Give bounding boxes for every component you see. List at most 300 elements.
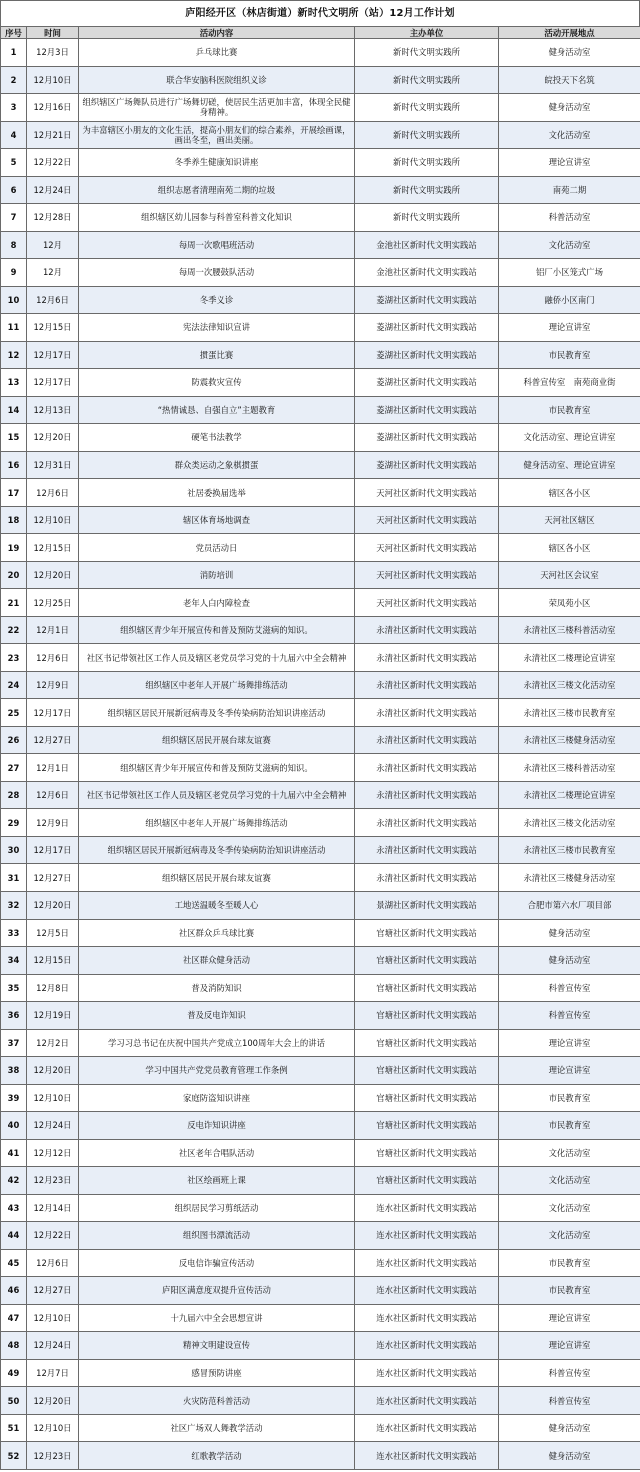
cell-activity: 反电信诈骗宣传活动 bbox=[79, 1249, 355, 1277]
table-row bbox=[1, 341, 640, 369]
cell-location: 健身活动室 bbox=[499, 947, 640, 975]
cell-seq: 1 bbox=[1, 39, 27, 67]
cell-organizer: 菱湖社区新时代文明实践站 bbox=[355, 314, 499, 342]
table-row bbox=[1, 809, 640, 837]
cell-seq: 46 bbox=[1, 1277, 27, 1305]
cell-organizer: 官塘社区新时代文明实践站 bbox=[355, 1084, 499, 1112]
cell-time: 12月17日 bbox=[27, 341, 79, 369]
cell-seq: 37 bbox=[1, 1029, 27, 1057]
cell-seq: 8 bbox=[1, 231, 27, 259]
table-row bbox=[1, 204, 640, 232]
cell-time: 12月21日 bbox=[27, 121, 79, 149]
cell-time: 12月17日 bbox=[27, 369, 79, 397]
cell-time: 12月10日 bbox=[27, 66, 79, 94]
cell-time: 12月10日 bbox=[27, 1304, 79, 1332]
cell-seq: 19 bbox=[1, 534, 27, 562]
cell-location: 健身活动室 bbox=[499, 919, 640, 947]
cell-organizer: 永清社区新时代文明实践站 bbox=[355, 864, 499, 892]
cell-location: 科普宣传室 bbox=[499, 974, 640, 1002]
table-row bbox=[1, 369, 640, 397]
table-row bbox=[1, 424, 640, 452]
cell-time: 12月27日 bbox=[27, 864, 79, 892]
cell-time: 12月12日 bbox=[27, 1139, 79, 1167]
cell-seq: 14 bbox=[1, 396, 27, 424]
table-row bbox=[1, 589, 640, 617]
cell-time: 12月8日 bbox=[27, 974, 79, 1002]
cell-seq: 43 bbox=[1, 1194, 27, 1222]
cell-time: 12月24日 bbox=[27, 176, 79, 204]
header-organizer: 主办单位 bbox=[355, 27, 499, 39]
cell-organizer: 官塘社区新时代文明实践站 bbox=[355, 1112, 499, 1140]
cell-location: 文化活动室 bbox=[499, 231, 640, 259]
cell-seq: 50 bbox=[1, 1387, 27, 1415]
cell-location: 科普宣传室 bbox=[499, 1387, 640, 1415]
cell-seq: 9 bbox=[1, 259, 27, 287]
cell-activity: 反电诈知识讲座 bbox=[79, 1112, 355, 1140]
cell-location: 融侨小区南门 bbox=[499, 286, 640, 314]
cell-activity: 普及反电诈知识 bbox=[79, 1002, 355, 1030]
cell-organizer: 连水社区新时代文明实践站 bbox=[355, 1222, 499, 1250]
cell-organizer: 永清社区新时代文明实践站 bbox=[355, 781, 499, 809]
header-location: 活动开展地点 bbox=[499, 27, 640, 39]
cell-location: 科普宣传室 bbox=[499, 1002, 640, 1030]
cell-location: 市民教育室 bbox=[499, 396, 640, 424]
cell-time: 12月9日 bbox=[27, 671, 79, 699]
table-row bbox=[1, 1442, 640, 1470]
table-row bbox=[1, 754, 640, 782]
table-row bbox=[1, 891, 640, 919]
cell-location: 理论宣讲室 bbox=[499, 314, 640, 342]
cell-activity: 学习中国共产党党员教育管理工作条例 bbox=[79, 1057, 355, 1085]
cell-location: 文化活动室 bbox=[499, 1167, 640, 1195]
cell-time: 12月2日 bbox=[27, 1029, 79, 1057]
cell-organizer: 菱湖社区新时代文明实践站 bbox=[355, 369, 499, 397]
cell-activity: 老年人白内障检查 bbox=[79, 589, 355, 617]
cell-time: 12月9日 bbox=[27, 809, 79, 837]
cell-seq: 32 bbox=[1, 891, 27, 919]
cell-seq: 26 bbox=[1, 726, 27, 754]
cell-location: 市民教育室 bbox=[499, 1112, 640, 1140]
cell-location: 文化活动室 bbox=[499, 1194, 640, 1222]
cell-location: 天河社区辖区 bbox=[499, 506, 640, 534]
table-row bbox=[1, 836, 640, 864]
cell-organizer: 菱湖社区新时代文明实践站 bbox=[355, 424, 499, 452]
cell-location: 永清社区三楼健身活动室 bbox=[499, 864, 640, 892]
cell-activity: 学习习总书记在庆祝中国共产党成立100周年大会上的讲话 bbox=[79, 1029, 355, 1057]
cell-activity: 组织辖区青少年开展宣传和普及预防艾滋病的知识。 bbox=[79, 616, 355, 644]
cell-organizer: 官塘社区新时代文明实践站 bbox=[355, 947, 499, 975]
table-row bbox=[1, 1139, 640, 1167]
cell-seq: 20 bbox=[1, 561, 27, 589]
cell-location: 合肥市第六水厂项目部 bbox=[499, 891, 640, 919]
cell-organizer: 官塘社区新时代文明实践站 bbox=[355, 1002, 499, 1030]
cell-activity: 组织辖区广场舞队员进行广场舞切磋，使居民生活更加丰富，体现全民健身精神。 bbox=[79, 94, 355, 122]
cell-seq: 25 bbox=[1, 699, 27, 727]
cell-seq: 36 bbox=[1, 1002, 27, 1030]
cell-time: 12月 bbox=[27, 231, 79, 259]
cell-organizer: 官塘社区新时代文明实践站 bbox=[355, 974, 499, 1002]
cell-location: 辖区各小区 bbox=[499, 479, 640, 507]
cell-seq: 31 bbox=[1, 864, 27, 892]
cell-seq: 24 bbox=[1, 671, 27, 699]
cell-organizer: 新时代文明实践所 bbox=[355, 94, 499, 122]
cell-seq: 13 bbox=[1, 369, 27, 397]
cell-organizer: 天河社区新时代文明实践站 bbox=[355, 479, 499, 507]
cell-activity: “热情诚恳、自强自立”主题教育 bbox=[79, 396, 355, 424]
cell-organizer: 永清社区新时代文明实践站 bbox=[355, 616, 499, 644]
table-row bbox=[1, 121, 640, 149]
cell-time: 12月1日 bbox=[27, 616, 79, 644]
cell-organizer: 菱湖社区新时代文明实践站 bbox=[355, 451, 499, 479]
cell-seq: 48 bbox=[1, 1332, 27, 1360]
cell-organizer: 永清社区新时代文明实践站 bbox=[355, 644, 499, 672]
cell-seq: 22 bbox=[1, 616, 27, 644]
cell-organizer: 连水社区新时代文明实践站 bbox=[355, 1249, 499, 1277]
cell-seq: 51 bbox=[1, 1414, 27, 1442]
cell-organizer: 官塘社区新时代文明实践站 bbox=[355, 1167, 499, 1195]
cell-organizer: 连水社区新时代文明实践站 bbox=[355, 1304, 499, 1332]
cell-time: 12月25日 bbox=[27, 589, 79, 617]
cell-seq: 17 bbox=[1, 479, 27, 507]
cell-activity: 庐阳区满意度双提升宣传活动 bbox=[79, 1277, 355, 1305]
cell-seq: 49 bbox=[1, 1359, 27, 1387]
cell-time: 12月6日 bbox=[27, 286, 79, 314]
cell-time: 12月27日 bbox=[27, 726, 79, 754]
cell-organizer: 金池社区新时代文明实践站 bbox=[355, 231, 499, 259]
cell-activity: 组织图书漂流活动 bbox=[79, 1222, 355, 1250]
cell-time: 12月10日 bbox=[27, 1084, 79, 1112]
cell-seq: 33 bbox=[1, 919, 27, 947]
cell-organizer: 连水社区新时代文明实践站 bbox=[355, 1387, 499, 1415]
cell-activity: 组织辖区居民开展新冠病毒及冬季传染病防治知识讲座活动 bbox=[79, 699, 355, 727]
work-plan-table bbox=[0, 26, 640, 1470]
cell-seq: 10 bbox=[1, 286, 27, 314]
cell-activity: 群众类运动之象棋掼蛋 bbox=[79, 451, 355, 479]
cell-activity: 乒乓球比赛 bbox=[79, 39, 355, 67]
cell-organizer: 连水社区新时代文明实践站 bbox=[355, 1332, 499, 1360]
cell-location: 天河社区会议室 bbox=[499, 561, 640, 589]
table-row bbox=[1, 947, 640, 975]
cell-time: 12月10日 bbox=[27, 1414, 79, 1442]
cell-organizer: 天河社区新时代文明实践站 bbox=[355, 506, 499, 534]
cell-activity: 组织辖区居民开展台球友谊赛 bbox=[79, 726, 355, 754]
cell-location: 永清社区三楼健身活动室 bbox=[499, 726, 640, 754]
cell-activity: 社区书记带领社区工作人员及辖区老党员学习党的十九届六中全会精神 bbox=[79, 781, 355, 809]
cell-activity: 社区绘画班上课 bbox=[79, 1167, 355, 1195]
table-row bbox=[1, 1084, 640, 1112]
table-row bbox=[1, 726, 640, 754]
cell-activity: 红歌教学活动 bbox=[79, 1442, 355, 1470]
cell-time: 12月20日 bbox=[27, 561, 79, 589]
table-row bbox=[1, 1332, 640, 1360]
cell-location: 永清社区二楼理论宣讲室 bbox=[499, 644, 640, 672]
cell-activity: 社区书记带领社区工作人员及辖区老党员学习党的十九届六中全会精神 bbox=[79, 644, 355, 672]
cell-seq: 7 bbox=[1, 204, 27, 232]
cell-seq: 29 bbox=[1, 809, 27, 837]
cell-activity: 冬季养生健康知识讲座 bbox=[79, 149, 355, 177]
cell-seq: 12 bbox=[1, 341, 27, 369]
cell-activity: 十九届六中全会思想宣讲 bbox=[79, 1304, 355, 1332]
cell-location: 文化活动室 bbox=[499, 1222, 640, 1250]
table-body bbox=[1, 39, 640, 1470]
cell-time: 12月19日 bbox=[27, 1002, 79, 1030]
table-row bbox=[1, 259, 640, 287]
cell-organizer: 永清社区新时代文明实践站 bbox=[355, 699, 499, 727]
table-row bbox=[1, 176, 640, 204]
cell-organizer: 永清社区新时代文明实践站 bbox=[355, 726, 499, 754]
cell-location: 文化活动室 bbox=[499, 1139, 640, 1167]
cell-activity: 党员活动日 bbox=[79, 534, 355, 562]
cell-location: 理论宣讲室 bbox=[499, 1304, 640, 1332]
cell-activity: 组织辖区青少年开展宣传和普及预防艾滋病的知识。 bbox=[79, 754, 355, 782]
cell-activity: 家庭防盗知识讲座 bbox=[79, 1084, 355, 1112]
cell-location: 健身活动室 bbox=[499, 39, 640, 67]
cell-seq: 39 bbox=[1, 1084, 27, 1112]
cell-organizer: 连水社区新时代文明实践站 bbox=[355, 1442, 499, 1470]
table-row bbox=[1, 1057, 640, 1085]
cell-organizer: 天河社区新时代文明实践站 bbox=[355, 561, 499, 589]
cell-time: 12月27日 bbox=[27, 1277, 79, 1305]
cell-time: 12月14日 bbox=[27, 1194, 79, 1222]
cell-location: 文化活动室 bbox=[499, 121, 640, 149]
cell-location: 永清社区二楼理论宣讲室 bbox=[499, 781, 640, 809]
cell-activity: 感冒预防讲座 bbox=[79, 1359, 355, 1387]
cell-seq: 6 bbox=[1, 176, 27, 204]
table-row bbox=[1, 39, 640, 67]
cell-seq: 45 bbox=[1, 1249, 27, 1277]
cell-organizer: 连水社区新时代文明实践站 bbox=[355, 1414, 499, 1442]
table-row bbox=[1, 396, 640, 424]
cell-location: 永清社区三楼科普活动室 bbox=[499, 754, 640, 782]
cell-location: 科普活动室 bbox=[499, 204, 640, 232]
cell-time: 12月22日 bbox=[27, 1222, 79, 1250]
cell-location: 文化活动室、理论宣讲室 bbox=[499, 424, 640, 452]
cell-activity: 掼蛋比赛 bbox=[79, 341, 355, 369]
cell-location: 理论宣讲室 bbox=[499, 1332, 640, 1360]
cell-seq: 28 bbox=[1, 781, 27, 809]
cell-seq: 34 bbox=[1, 947, 27, 975]
cell-organizer: 新时代文明实践所 bbox=[355, 121, 499, 149]
cell-seq: 41 bbox=[1, 1139, 27, 1167]
cell-time: 12月16日 bbox=[27, 94, 79, 122]
table-row bbox=[1, 1112, 640, 1140]
cell-activity: 辖区体育场地调查 bbox=[79, 506, 355, 534]
table-row bbox=[1, 1304, 640, 1332]
cell-time: 12月20日 bbox=[27, 1057, 79, 1085]
cell-location: 健身活动室 bbox=[499, 1442, 640, 1470]
cell-activity: 普及消防知识 bbox=[79, 974, 355, 1002]
cell-time: 12月6日 bbox=[27, 1249, 79, 1277]
cell-time: 12月15日 bbox=[27, 947, 79, 975]
cell-time: 12月15日 bbox=[27, 534, 79, 562]
cell-location: 永清社区三楼文化活动室 bbox=[499, 671, 640, 699]
cell-activity: 社区广场双人舞教学活动 bbox=[79, 1414, 355, 1442]
cell-seq: 47 bbox=[1, 1304, 27, 1332]
cell-activity: 冬季义诊 bbox=[79, 286, 355, 314]
table-row bbox=[1, 864, 640, 892]
table-row bbox=[1, 451, 640, 479]
cell-location: 荣凤苑小区 bbox=[499, 589, 640, 617]
cell-location: 南苑二期 bbox=[499, 176, 640, 204]
table-row bbox=[1, 1249, 640, 1277]
table-row bbox=[1, 314, 640, 342]
cell-time: 12月1日 bbox=[27, 754, 79, 782]
cell-time: 12月 bbox=[27, 259, 79, 287]
cell-location: 永清社区三楼文化活动室 bbox=[499, 809, 640, 837]
cell-location: 健身活动室 bbox=[499, 1414, 640, 1442]
cell-time: 12月17日 bbox=[27, 699, 79, 727]
cell-time: 12月20日 bbox=[27, 424, 79, 452]
cell-location: 健身活动室 bbox=[499, 94, 640, 122]
cell-location: 市民教育室 bbox=[499, 1249, 640, 1277]
cell-location: 理论宣讲室 bbox=[499, 1057, 640, 1085]
cell-seq: 44 bbox=[1, 1222, 27, 1250]
table-row bbox=[1, 671, 640, 699]
cell-organizer: 菱湖社区新时代文明实践站 bbox=[355, 341, 499, 369]
table-row bbox=[1, 1002, 640, 1030]
cell-location: 市民教育室 bbox=[499, 1084, 640, 1112]
cell-time: 12月31日 bbox=[27, 451, 79, 479]
cell-activity: 社区群众乒乓球比赛 bbox=[79, 919, 355, 947]
cell-activity: 精神文明建设宣传 bbox=[79, 1332, 355, 1360]
header-seq: 序号 bbox=[1, 27, 27, 39]
cell-seq: 23 bbox=[1, 644, 27, 672]
cell-organizer: 菱湖社区新时代文明实践站 bbox=[355, 396, 499, 424]
cell-activity: 组织辖区居民开展台球友谊赛 bbox=[79, 864, 355, 892]
cell-location: 永清社区三楼市民教育室 bbox=[499, 699, 640, 727]
cell-time: 12月20日 bbox=[27, 1387, 79, 1415]
cell-activity: 社区老年合唱队活动 bbox=[79, 1139, 355, 1167]
cell-activity: 硬笔书法教学 bbox=[79, 424, 355, 452]
cell-organizer: 永清社区新时代文明实践站 bbox=[355, 809, 499, 837]
header-time: 时间 bbox=[27, 27, 79, 39]
cell-activity: 社居委换届选举 bbox=[79, 479, 355, 507]
cell-seq: 2 bbox=[1, 66, 27, 94]
cell-seq: 27 bbox=[1, 754, 27, 782]
cell-location: 永清社区三楼市民教育室 bbox=[499, 836, 640, 864]
cell-organizer: 永清社区新时代文明实践站 bbox=[355, 836, 499, 864]
cell-organizer: 官塘社区新时代文明实践站 bbox=[355, 1139, 499, 1167]
cell-activity: 消防培训 bbox=[79, 561, 355, 589]
cell-time: 12月5日 bbox=[27, 919, 79, 947]
cell-activity: 防震救灾宣传 bbox=[79, 369, 355, 397]
cell-organizer: 新时代文明实践所 bbox=[355, 149, 499, 177]
cell-organizer: 天河社区新时代文明实践站 bbox=[355, 534, 499, 562]
cell-activity: 组织辖区中老年人开展广场舞排练活动 bbox=[79, 671, 355, 699]
cell-time: 12月17日 bbox=[27, 836, 79, 864]
cell-time: 12月10日 bbox=[27, 506, 79, 534]
document-title: 庐阳经开区（林店街道）新时代文明所（站）12月工作计划 bbox=[0, 0, 640, 26]
table-row bbox=[1, 1387, 640, 1415]
cell-time: 12月20日 bbox=[27, 891, 79, 919]
cell-seq: 3 bbox=[1, 94, 27, 122]
cell-seq: 21 bbox=[1, 589, 27, 617]
cell-organizer: 官塘社区新时代文明实践站 bbox=[355, 919, 499, 947]
cell-organizer: 连水社区新时代文明实践站 bbox=[355, 1194, 499, 1222]
cell-activity: 组织辖区中老年人开展广场舞排练活动 bbox=[79, 809, 355, 837]
table-row bbox=[1, 561, 640, 589]
cell-time: 12月6日 bbox=[27, 781, 79, 809]
cell-activity: 组织辖区居民开展新冠病毒及冬季传染病防治知识讲座活动 bbox=[79, 836, 355, 864]
cell-organizer: 金池社区新时代文明实践站 bbox=[355, 259, 499, 287]
cell-organizer: 连水社区新时代文明实践站 bbox=[355, 1277, 499, 1305]
cell-time: 12月15日 bbox=[27, 314, 79, 342]
cell-time: 12月24日 bbox=[27, 1332, 79, 1360]
cell-seq: 35 bbox=[1, 974, 27, 1002]
cell-seq: 42 bbox=[1, 1167, 27, 1195]
cell-seq: 40 bbox=[1, 1112, 27, 1140]
cell-activity: 组织志愿者清理南苑二期的垃圾 bbox=[79, 176, 355, 204]
cell-activity: 联合华安脑科医院组织义诊 bbox=[79, 66, 355, 94]
table-row bbox=[1, 1029, 640, 1057]
cell-location: 皖投天下名筑 bbox=[499, 66, 640, 94]
table-row bbox=[1, 94, 640, 122]
table-row bbox=[1, 66, 640, 94]
cell-organizer: 连水社区新时代文明实践站 bbox=[355, 1359, 499, 1387]
cell-organizer: 菱湖社区新时代文明实践站 bbox=[355, 286, 499, 314]
cell-organizer: 新时代文明实践所 bbox=[355, 204, 499, 232]
table-row bbox=[1, 1167, 640, 1195]
cell-activity: 组织居民学习剪纸活动 bbox=[79, 1194, 355, 1222]
cell-location: 铝厂小区笼式广场 bbox=[499, 259, 640, 287]
cell-time: 12月28日 bbox=[27, 204, 79, 232]
table-row bbox=[1, 1277, 640, 1305]
cell-activity: 每周一次腰鼓队活动 bbox=[79, 259, 355, 287]
table-row bbox=[1, 231, 640, 259]
cell-organizer: 新时代文明实践所 bbox=[355, 176, 499, 204]
cell-seq: 4 bbox=[1, 121, 27, 149]
table-row bbox=[1, 974, 640, 1002]
cell-seq: 16 bbox=[1, 451, 27, 479]
cell-location: 理论宣讲室 bbox=[499, 149, 640, 177]
table-row bbox=[1, 644, 640, 672]
table-row bbox=[1, 1414, 640, 1442]
cell-organizer: 永清社区新时代文明实践站 bbox=[355, 754, 499, 782]
cell-time: 12月6日 bbox=[27, 479, 79, 507]
cell-time: 12月23日 bbox=[27, 1167, 79, 1195]
cell-activity: 每周一次歌唱班活动 bbox=[79, 231, 355, 259]
cell-location: 市民教育室 bbox=[499, 341, 640, 369]
table-row bbox=[1, 1194, 640, 1222]
cell-location: 永清社区三楼科普活动室 bbox=[499, 616, 640, 644]
cell-location: 科普宣传室 bbox=[499, 1359, 640, 1387]
cell-activity: 火灾防范科普活动 bbox=[79, 1387, 355, 1415]
cell-activity: 工地送温暖冬至暖人心 bbox=[79, 891, 355, 919]
cell-seq: 15 bbox=[1, 424, 27, 452]
cell-organizer: 官塘社区新时代文明实践站 bbox=[355, 1029, 499, 1057]
table-row bbox=[1, 781, 640, 809]
table-row bbox=[1, 616, 640, 644]
cell-seq: 11 bbox=[1, 314, 27, 342]
table-row bbox=[1, 149, 640, 177]
table-row bbox=[1, 1359, 640, 1387]
table-header-row bbox=[1, 27, 640, 39]
cell-activity: 宪法法律知识宣讲 bbox=[79, 314, 355, 342]
table-row bbox=[1, 1222, 640, 1250]
cell-time: 12月3日 bbox=[27, 39, 79, 67]
cell-activity: 组织辖区幼儿园参与科普室科普文化知识 bbox=[79, 204, 355, 232]
cell-location: 市民教育室 bbox=[499, 1277, 640, 1305]
cell-location: 理论宣讲室 bbox=[499, 1029, 640, 1057]
cell-seq: 38 bbox=[1, 1057, 27, 1085]
cell-organizer: 永清社区新时代文明实践站 bbox=[355, 671, 499, 699]
cell-activity: 为丰富辖区小朋友的文化生活，提高小朋友们的综合素养，开展绘画课，画出冬至，画出美丽。 bbox=[79, 121, 355, 149]
cell-location: 科普宣传室 南苑商业街 bbox=[499, 369, 640, 397]
table-row bbox=[1, 699, 640, 727]
header-activity: 活动内容 bbox=[79, 27, 355, 39]
cell-time: 12月23日 bbox=[27, 1442, 79, 1470]
cell-seq: 52 bbox=[1, 1442, 27, 1470]
